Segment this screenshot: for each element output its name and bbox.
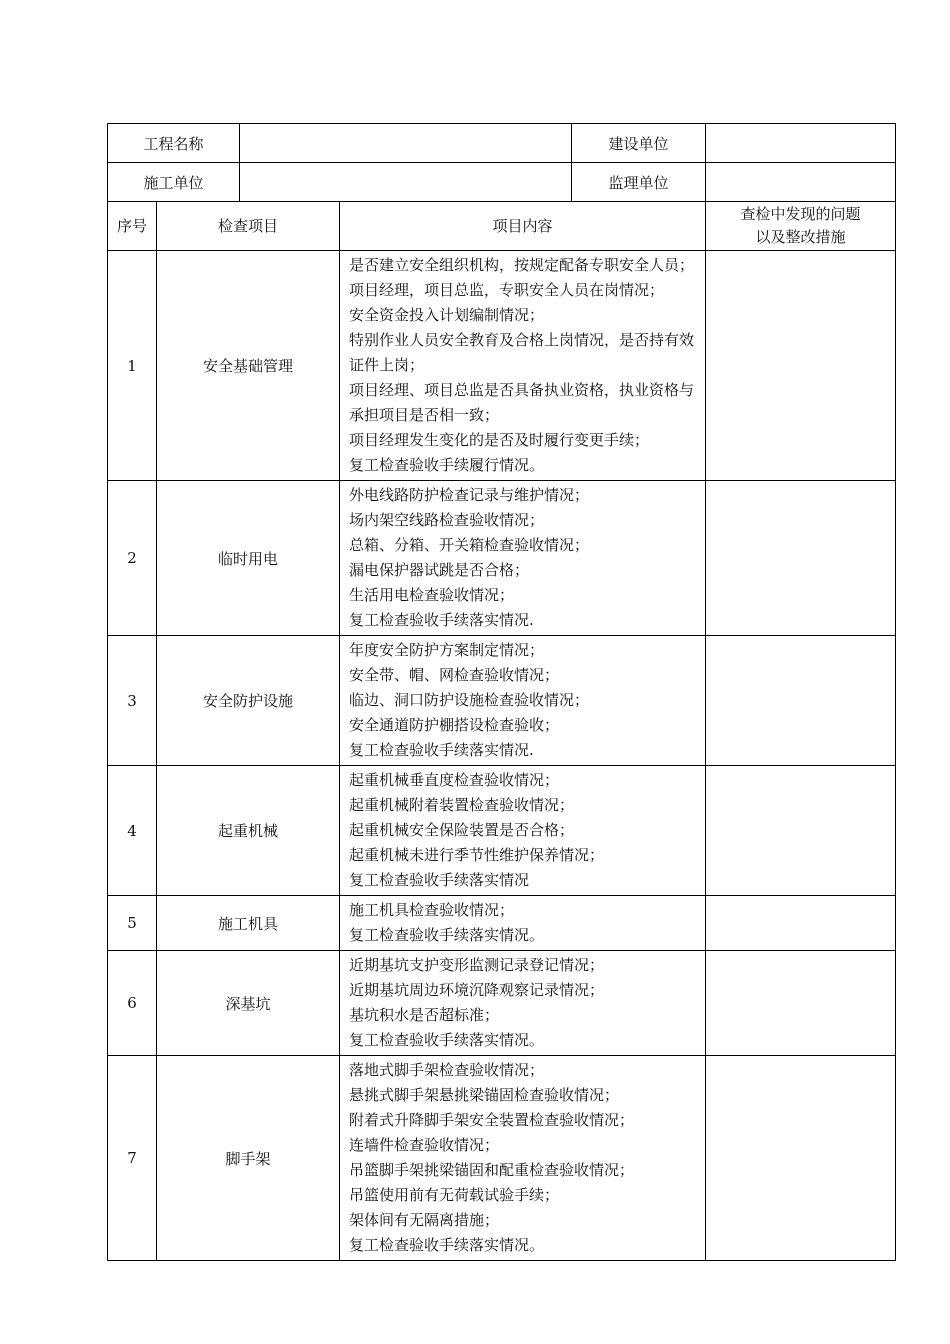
inspection-item: 深基坑 [157, 951, 340, 1056]
content-line: 基坑积水是否超标准； [349, 1006, 500, 1024]
table-row [108, 481, 896, 636]
content-line: 生活用电检查验收情况； [349, 586, 515, 604]
content-line: 项目经理发生变化的是否及时履行变更手续； [349, 431, 650, 449]
content-line: 项目经理、项目总监是否具备执业资格，执业资格与承担项目是否相一致； [349, 381, 695, 424]
inspection-item: 安全防护设施 [157, 636, 340, 766]
inspection-content [340, 951, 706, 1056]
issues-field[interactable] [706, 481, 896, 636]
table-row [108, 951, 896, 1056]
builder-field[interactable] [706, 124, 896, 163]
issues-field[interactable] [706, 636, 896, 766]
inspection-item: 安全基础管理 [157, 251, 340, 481]
inspection-form [107, 123, 889, 1261]
inspection-content [340, 766, 706, 896]
content-line: 复工检查验收手续履行情况。 [349, 456, 545, 474]
contractor-field[interactable] [240, 163, 572, 202]
issues-field[interactable] [706, 766, 896, 896]
content-line: 落地式脚手架检查验收情况； [349, 1061, 545, 1079]
content-line: 起重机械附着装置检查验收情况； [349, 796, 575, 814]
content-line: 安全带、帽、网检查验收情况； [349, 666, 560, 684]
table-row [108, 896, 896, 951]
content-line: 总箱、分箱、开关箱检查验收情况； [349, 536, 590, 554]
content-line: 复工检查验收手续落实情况 [349, 871, 530, 889]
table-row [108, 251, 896, 481]
content-line: 复工检查验收手续落实情况. [349, 741, 534, 759]
row-number: 7 [108, 1056, 157, 1261]
builder-label: 建设单位 [572, 124, 706, 163]
content-line: 近期基坑周边环境沉降观察记录情况； [349, 981, 605, 999]
row-number: 5 [108, 896, 157, 951]
column-header-issues-line1: 查检中发现的问题 [740, 205, 861, 223]
content-line: 外电线路防护检查记录与维护情况； [349, 486, 590, 504]
table-row [108, 636, 896, 766]
issues-field[interactable] [706, 251, 896, 481]
inspection-item: 临时用电 [157, 481, 340, 636]
content-line: 施工机具检查验收情况； [349, 901, 515, 919]
content-line: 悬挑式脚手架悬挑梁锚固检查验收情况； [349, 1086, 620, 1104]
column-header-content: 项目内容 [340, 202, 706, 251]
issues-field[interactable] [706, 1056, 896, 1261]
inspection-content [340, 896, 706, 951]
row-number: 2 [108, 481, 157, 636]
column-header-row [108, 202, 896, 251]
inspection-content [340, 636, 706, 766]
header-row-2 [108, 163, 896, 202]
content-line: 起重机械垂直度检查验收情况； [349, 771, 560, 789]
content-line: 起重机械未进行季节性维护保养情况； [349, 846, 605, 864]
contractor-label: 施工单位 [108, 163, 240, 202]
supervisor-label: 监理单位 [572, 163, 706, 202]
content-line: 项目经理，项目总监，专职安全人员在岗情况； [349, 281, 665, 299]
project-name-label: 工程名称 [108, 124, 240, 163]
content-line: 附着式升降脚手架安全装置检查验收情况； [349, 1111, 635, 1129]
content-line: 安全通道防护棚搭设检查验收； [349, 716, 560, 734]
column-header-issues-line2: 以及整改措施 [755, 228, 846, 246]
supervisor-field[interactable] [706, 163, 896, 202]
content-line: 临边、洞口防护设施检查验收情况； [349, 691, 590, 709]
table-row [108, 766, 896, 896]
content-line: 起重机械安全保险装置是否合格； [349, 821, 575, 839]
content-line: 年度安全防护方案制定情况； [349, 641, 545, 659]
content-line: 安全资金投入计划编制情况； [349, 306, 545, 324]
project-name-field[interactable] [240, 124, 572, 163]
row-number: 4 [108, 766, 157, 896]
issues-field[interactable] [706, 896, 896, 951]
row-number: 3 [108, 636, 157, 766]
content-line: 复工检查验收手续落实情况。 [349, 1236, 545, 1254]
inspection-item: 施工机具 [157, 896, 340, 951]
column-header-no: 序号 [108, 202, 157, 251]
content-line: 架体间有无隔离措施； [349, 1211, 500, 1229]
content-line: 近期基坑支护变形监测记录登记情况； [349, 956, 605, 974]
content-line: 复工检查验收手续落实情况. [349, 611, 534, 629]
inspection-content [340, 481, 706, 636]
row-number: 6 [108, 951, 157, 1056]
form-table [107, 123, 896, 1261]
row-number: 1 [108, 251, 157, 481]
content-line: 连墙件检查验收情况； [349, 1136, 500, 1154]
inspection-item: 起重机械 [157, 766, 340, 896]
content-line: 吊篮使用前有无荷载试验手续； [349, 1186, 560, 1204]
content-line: 复工检查验收手续落实情况。 [349, 926, 545, 944]
content-line: 是否建立安全组织机构，按规定配备专职安全人员； [349, 256, 695, 274]
inspection-content [340, 1056, 706, 1261]
content-line: 特别作业人员安全教育及合格上岗情况，是否持有效证件上岗； [349, 331, 695, 374]
column-header-issues [706, 202, 896, 251]
content-line: 复工检查验收手续落实情况。 [349, 1031, 545, 1049]
content-line: 漏电保护器试跳是否合格； [349, 561, 530, 579]
content-line: 吊篮脚手架挑梁锚固和配重检查验收情况； [349, 1161, 635, 1179]
header-row-1 [108, 124, 896, 163]
inspection-content [340, 251, 706, 481]
column-header-item: 检查项目 [157, 202, 340, 251]
inspection-item: 脚手架 [157, 1056, 340, 1261]
inspection-rows [108, 251, 896, 1261]
issues-field[interactable] [706, 951, 896, 1056]
table-row [108, 1056, 896, 1261]
content-line: 场内架空线路检查验收情况； [349, 511, 545, 529]
